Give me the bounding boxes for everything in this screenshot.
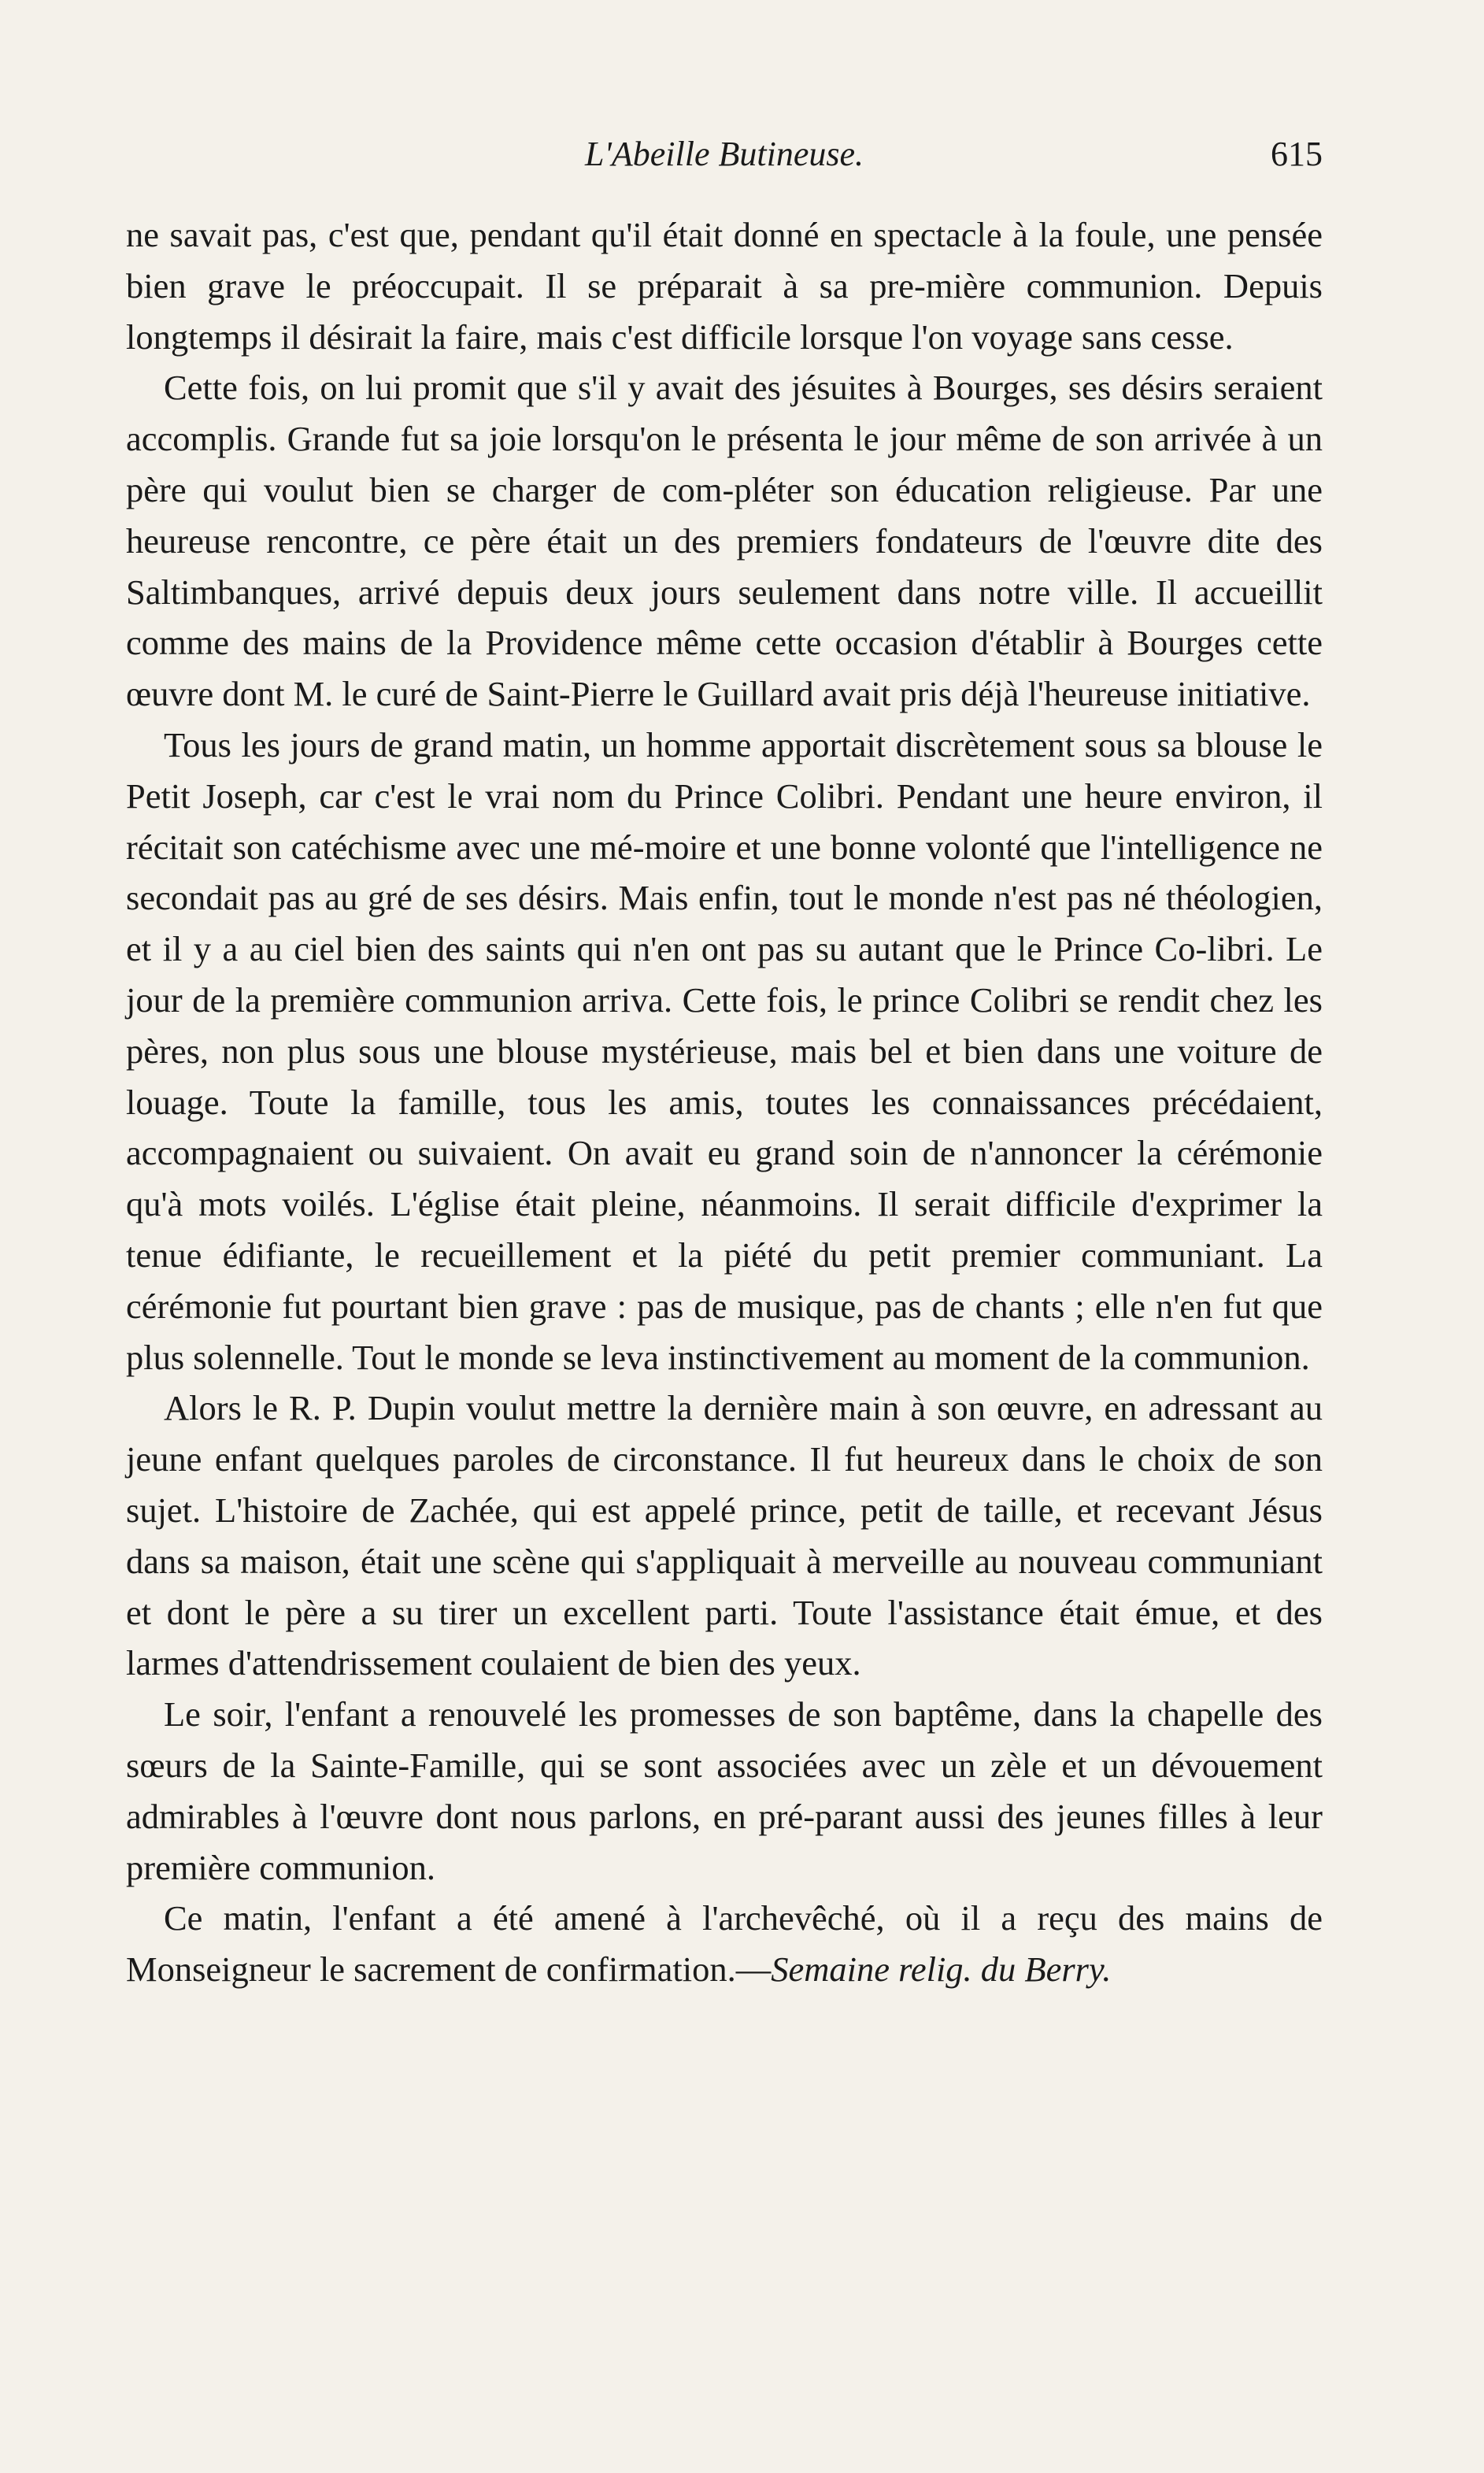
paragraph-5: Le soir, l'enfant a renouvelé les promesses de son baptême, dans la chapelle des sœurs de la Sainte-Famille, qui se sont associées avec un zèle et un dévouement admirables à l'œuvre dont nous parlons, en pré-parant aussi des jeunes filles à leur première communion.: [126, 1694, 1323, 1887]
paragraph-6: [126, 1893, 1323, 1995]
page-number: 615: [1271, 135, 1323, 173]
paragraph-1: ne savait pas, c'est que, pendant qu'il était donné en spectacle à la foule, une pensée bien grave le préoccupait. Il se préparait à sa pre-mière communion. Depuis longtemps il désirait la faire, mais c'est difficile lorsque l'on voyage sans cesse.: [126, 215, 1323, 357]
paragraph-6-text: Ce matin, l'enfant a été amené à l'archevêché, où il a reçu des mains de Monseigneur le sacrement de confirmation.—: [126, 1898, 1323, 1990]
source-citation: Semaine relig. du Berry.: [771, 1949, 1112, 1990]
body-text: [126, 209, 1323, 1995]
paragraph-2: Cette fois, on lui promit que s'il y avait des jésuites à Bourges, ses désirs seraient accomplis. Grande fut sa joie lorsqu'on le présenta le jour même de son arrivée à un père qui voulut bien se charger de com-pléter son éducation religieuse. Par une heureuse rencontre, ce père était un des premiers fondateurs de l'œuvre dite des Saltimbanques, arrivé depuis deux jours seulement dans notre ville. Il accueillit comme des mains de la Providence même cette occasion d'établir à Bourges cette œuvre dont M. le curé de Saint-Pierre le Guillard avait pris déjà l'heureuse initiative.: [126, 368, 1323, 714]
paragraph-3: Tous les jours de grand matin, un homme apportait discrètement sous sa blouse le Petit Joseph, car c'est le vrai nom du Prince Colibri. Pendant une heure environ, il récitait son catéchisme avec une mé-moire et une bonne volonté que l'intelligence ne secondait pas au gré de ses désirs. Mais enfin, tout le monde n'est pas né théologien, et il y a au ciel bien des saints qui n'en ont pas su autant que le Prince Co-libri. Le jour de la première communion arriva. Cette fois, le prince Colibri se rendit chez les pères, non plus sous une blouse mystérieuse, mais bel et bien dans une voiture de louage. Toute la famille, tous les amis, toutes les connaissances précédaient, accompagnaient ou suivaient. On avait eu grand soin de n'annoncer la cérémonie qu'à mots voilés. L'église était pleine, néanmoins. Il serait difficile d'exprimer la tenue édifiante, le recueillement et la piété du petit premier communiant. La cérémonie fut pourtant bien grave : pas de musique, pas de chants ; elle n'en fut que plus solennelle. Tout le monde se leva instinctivement au moment de la communion.: [126, 724, 1323, 1377]
paragraph-4: Alors le R. P. Dupin voulut mettre la dernière main à son œuvre, en adressant au jeune enfant quelques paroles de circonstance. Il fut heureux dans le choix de son sujet. L'histoire de Zachée, qui est appelé prince, petit de taille, et recevant Jésus dans sa maison, était une scène qui s'appliquait à merveille au nouveau communiant et dont le père a su tirer un excellent parti. Toute l'assistance était émue, et des larmes d'attendrissement coulaient de bien des yeux.: [126, 1388, 1323, 1683]
page-header: [126, 118, 1323, 181]
document-page: [126, 118, 1323, 1995]
running-title: L'Abeille Butineuse.: [585, 135, 864, 173]
